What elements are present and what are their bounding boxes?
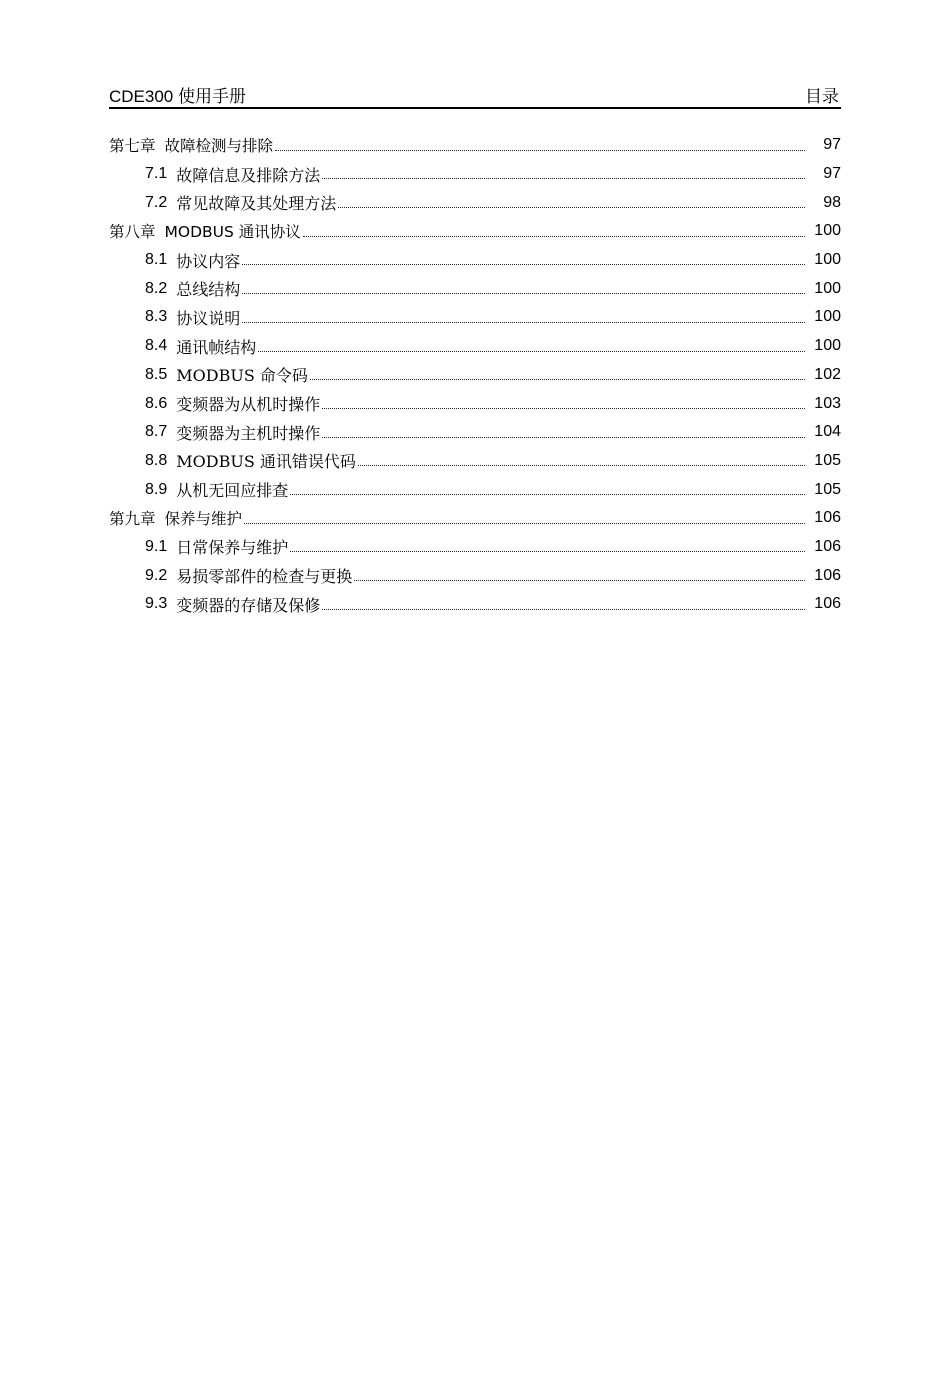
toc-page-number: 103 (814, 394, 841, 412)
toc-title: 日常保养与维护 (176, 538, 289, 558)
toc-entry-8-4[interactable] (109, 332, 841, 361)
manual-title: CDE300 使用手册 (109, 87, 246, 106)
dot-leader (322, 609, 805, 610)
toc-page-number: 97 (823, 136, 841, 154)
toc-title: 通讯帧结构 (176, 337, 257, 357)
toc-page-number: 100 (814, 222, 841, 240)
toc-title: MODBUS 命令码 (176, 366, 308, 386)
dot-leader (338, 207, 805, 208)
dot-leader (290, 551, 805, 552)
toc-page-number: 100 (814, 251, 841, 269)
toc-entry-9-1[interactable] (109, 533, 841, 562)
dot-leader (310, 379, 805, 380)
toc-page-number: 105 (814, 451, 841, 469)
toc-title: 变频器为主机时操作 (176, 423, 321, 443)
toc-page-number: 106 (814, 509, 841, 527)
toc-number: 8.1 (145, 251, 168, 269)
toc-number: 7.2 (145, 193, 168, 211)
toc-entry-8-7[interactable] (109, 418, 841, 447)
toc-entry-8-8[interactable] (109, 447, 841, 476)
toc-entry-7-2[interactable] (109, 188, 841, 217)
toc-entry-8-2[interactable] (109, 274, 841, 303)
toc-number: 8.9 (145, 480, 168, 498)
dot-leader (258, 351, 805, 352)
toc-page-number: 106 (814, 595, 841, 613)
dot-leader (354, 580, 805, 581)
toc-entry-7-1[interactable] (109, 160, 841, 189)
toc-title: MODBUS 通讯错误代码 (176, 452, 356, 472)
dot-leader (303, 236, 805, 237)
toc-number: 第八章 (109, 223, 156, 242)
toc-title: 协议内容 (176, 251, 241, 271)
toc-title: 常见故障及其处理方法 (176, 194, 337, 214)
toc-title: 故障信息及排除方法 (176, 165, 321, 185)
toc-number: 第七章 (109, 137, 156, 156)
toc-number: 第九章 (109, 510, 156, 529)
toc-entry-chapter-7[interactable] (109, 131, 841, 160)
dot-leader (358, 465, 805, 466)
toc-number: 8.3 (145, 308, 168, 326)
toc-entry-8-1[interactable] (109, 246, 841, 275)
toc-page-number: 100 (814, 308, 841, 326)
toc-title: 协议说明 (176, 308, 241, 328)
toc-number: 8.4 (145, 337, 168, 355)
toc-title: 变频器为从机时操作 (176, 395, 321, 415)
page-header (109, 80, 841, 109)
toc-title: 故障检测与排除 (164, 137, 274, 156)
dot-leader (290, 494, 805, 495)
toc-entry-chapter-8[interactable] (109, 217, 841, 246)
toc-entry-chapter-9[interactable] (109, 504, 841, 533)
toc-page-number: 100 (814, 337, 841, 355)
toc-page-number: 105 (814, 480, 841, 498)
toc-title: 总线结构 (176, 280, 241, 300)
toc-title: 易损零部件的检查与更换 (176, 567, 353, 587)
section-label: 目录 (805, 87, 839, 106)
toc-page-number: 106 (814, 537, 841, 555)
toc-number: 9.3 (145, 595, 168, 613)
toc-title: 保养与维护 (164, 510, 243, 529)
toc-entry-8-5[interactable] (109, 361, 841, 390)
toc-title: 变频器的存储及保修 (176, 595, 321, 615)
toc-page-number: 106 (814, 566, 841, 584)
toc-number: 8.5 (145, 365, 168, 383)
dot-leader (322, 408, 805, 409)
table-of-contents (109, 131, 841, 619)
toc-page-number: 100 (814, 279, 841, 297)
toc-number: 8.2 (145, 279, 168, 297)
toc-entry-8-9[interactable] (109, 475, 841, 504)
dot-leader (242, 293, 805, 294)
toc-number: 9.2 (145, 566, 168, 584)
toc-title: MODBUS 通讯协议 (164, 223, 301, 242)
toc-number: 7.1 (145, 165, 168, 183)
toc-entry-9-3[interactable] (109, 590, 841, 619)
toc-page-number: 97 (823, 165, 841, 183)
dot-leader (244, 523, 805, 524)
dot-leader (275, 150, 805, 151)
toc-number: 8.8 (145, 451, 168, 469)
toc-page-number: 98 (823, 193, 841, 211)
toc-page-number: 102 (814, 365, 841, 383)
toc-number: 8.7 (145, 423, 168, 441)
toc-entry-8-3[interactable] (109, 303, 841, 332)
dot-leader (322, 437, 805, 438)
toc-entry-8-6[interactable] (109, 389, 841, 418)
toc-number: 8.6 (145, 394, 168, 412)
toc-page-number: 104 (814, 423, 841, 441)
dot-leader (242, 322, 805, 323)
dot-leader (322, 178, 805, 179)
toc-title: 从机无回应排查 (176, 481, 289, 501)
dot-leader (242, 264, 805, 265)
toc-number: 9.1 (145, 537, 168, 555)
toc-entry-9-2[interactable] (109, 561, 841, 590)
